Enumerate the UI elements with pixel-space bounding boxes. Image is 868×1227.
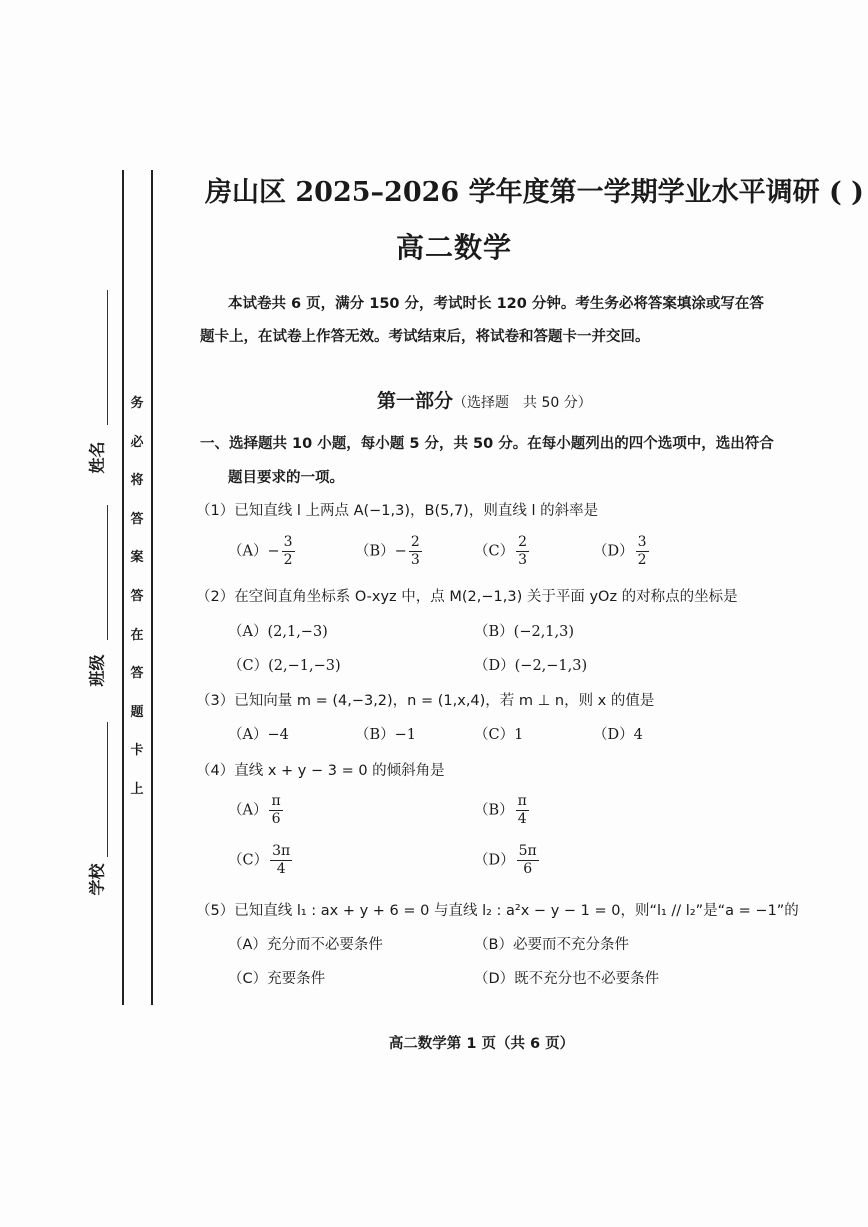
intro-line-1: 本试卷共 6 页，满分 150 分，考试时长 120 分钟。考生务必将答案填涂或写在答 (228, 296, 764, 312)
option-label: （C） (474, 543, 515, 560)
fraction-denominator: 3 (518, 552, 528, 568)
option-label: （C） (474, 727, 515, 743)
fraction-numerator: 5π (518, 843, 537, 859)
option-label: （B） (355, 543, 395, 560)
notice-char: 必 (130, 434, 144, 450)
option-text: 必要而不充分条件 (512, 937, 629, 953)
option-label: （B） (474, 624, 514, 640)
name-label: 姓名 (87, 441, 107, 474)
fraction-denominator: 4 (517, 811, 527, 827)
option-label: （C） (228, 852, 269, 869)
notice-char: 务 (130, 396, 144, 411)
fraction-numerator: 2 (410, 534, 420, 550)
fraction-numerator: π (271, 793, 281, 809)
option-text: −4 (267, 727, 289, 743)
section-instruction-1: 一、选择题共 10 小题，每小题 5 分，共 50 分。在每小题列出的四个选项中，选出符合 (200, 436, 774, 452)
notice-char: 上 (130, 781, 144, 797)
option-sign: − (394, 543, 407, 560)
option-fraction (517, 843, 539, 878)
option-label: （B） (474, 937, 513, 953)
q3-option-a (228, 723, 289, 744)
notice-char: 答 (130, 588, 144, 604)
option-text: (2,−1,−3) (268, 658, 341, 674)
option-text: 1 (514, 727, 524, 743)
option-text: 充要条件 (267, 971, 326, 987)
q3-option-c (474, 723, 523, 744)
exam-title: 房山区 2025–2026 学年度第一学期学业水平调研 ( ) (205, 177, 864, 208)
option-text: 既不充分也不必要条件 (514, 971, 660, 987)
option-label: （D） (474, 852, 515, 869)
fraction-denominator: 2 (637, 552, 647, 568)
class-rule (107, 505, 108, 640)
q4-option-b (474, 793, 529, 828)
margin-line-inner (151, 170, 153, 1005)
part-note: （选择题 共 50 分） (453, 395, 592, 411)
notice-char: 答 (130, 666, 144, 682)
section-instruction-2: 题目要求的一项。 (228, 470, 344, 486)
notice-char: 案 (130, 550, 144, 566)
option-fraction (282, 534, 295, 569)
q2-option-c (228, 654, 341, 675)
q5-option-d (474, 967, 659, 988)
part-title (377, 386, 592, 413)
page-footer: 高二数学第 1 页（共 6 页） (388, 1036, 575, 1052)
option-sign: − (267, 543, 280, 560)
question-4-stem: （4）直线 x + y − 3 = 0 的倾斜角是 (196, 763, 445, 779)
q1-option-a (228, 534, 295, 569)
option-fraction (269, 793, 282, 828)
q5-option-c (228, 967, 325, 988)
part-title-text: 第一部分 (377, 390, 454, 412)
option-fraction (270, 843, 292, 878)
intro-line-2: 题卡上，在试卷上作答无效。考试结束后，将试卷和答题卡一并交回。 (200, 329, 650, 345)
question-1-stem: （1）已知直线 l 上两点 A(−1,3)，B(5,7)，则直线 l 的斜率是 (196, 503, 599, 519)
option-text: (−2,1,3) (513, 624, 575, 640)
answer-sheet-notice (128, 385, 146, 810)
option-fraction (516, 793, 529, 828)
option-text: (2,1,−3) (267, 624, 328, 640)
notice-char: 卡 (130, 743, 144, 759)
option-fraction (636, 534, 649, 569)
fraction-denominator: 4 (276, 861, 286, 877)
option-label: （B） (355, 727, 395, 743)
q4-option-d (474, 843, 539, 878)
q2-option-a (228, 620, 328, 641)
option-text: 充分而不必要条件 (266, 937, 383, 953)
option-fraction (516, 534, 529, 569)
option-label: （A） (228, 937, 267, 953)
fraction-denominator: 2 (283, 552, 293, 568)
q5-option-b (474, 933, 629, 954)
option-label: （A） (228, 802, 268, 819)
q1-option-c (474, 534, 529, 569)
option-label: （D） (593, 727, 634, 743)
option-label: （C） (228, 971, 268, 987)
notice-char: 将 (130, 473, 144, 489)
q4-option-c (228, 843, 292, 878)
school-rule (107, 722, 108, 857)
margin-line-outer (122, 170, 124, 1005)
option-fraction (409, 534, 422, 569)
option-text: (−2,−1,3) (514, 658, 588, 674)
option-label: （D） (474, 971, 515, 987)
exam-subject: 高二数学 (395, 231, 512, 264)
question-3-stem: （3）已知向量 m = (4,−3,2)，n = (1,x,4)，若 m ⊥ n，则 x 的值是 (196, 693, 655, 709)
fraction-denominator: 6 (523, 861, 533, 877)
q3-option-d (593, 723, 643, 744)
question-2-stem: （2）在空间直角坐标系 O-xyz 中，点 M(2,−1,3) 关于平面 yOz 的对称点的坐标是 (196, 589, 738, 605)
fraction-numerator: π (517, 793, 527, 809)
option-label: （D） (474, 658, 515, 674)
fraction-numerator: 2 (518, 534, 528, 550)
fraction-numerator: 3 (283, 534, 293, 550)
q4-option-a (228, 793, 283, 828)
fraction-denominator: 3 (410, 552, 420, 568)
fraction-numerator: 3 (637, 534, 647, 550)
option-label: （D） (593, 543, 634, 560)
fraction-numerator: 3π (272, 843, 291, 859)
notice-char: 在 (130, 627, 144, 643)
name-rule (107, 290, 108, 425)
notice-char: 题 (130, 704, 144, 720)
option-text: 4 (633, 727, 643, 743)
question-5-stem: （5）已知直线 l₁ : ax + y + 6 = 0 与直线 l₂ : a²x − y − 1 = 0，则“l₁ // l₂”是“a = −1”的 (196, 903, 799, 919)
notice-char: 答 (130, 511, 144, 527)
option-label: （A） (228, 727, 268, 743)
option-label: （A） (228, 543, 268, 560)
option-text: −1 (394, 727, 417, 743)
q5-option-a (228, 933, 383, 954)
option-label: （C） (228, 658, 269, 674)
option-label: （B） (474, 802, 514, 819)
q3-option-b (355, 723, 416, 744)
school-label: 学校 (87, 863, 107, 896)
class-label: 班级 (87, 654, 107, 687)
q1-option-b (355, 534, 422, 569)
option-label: （A） (228, 624, 268, 640)
q1-option-d (593, 534, 649, 569)
q2-option-d (474, 654, 587, 675)
q2-option-b (474, 620, 574, 641)
fraction-denominator: 6 (271, 811, 281, 827)
